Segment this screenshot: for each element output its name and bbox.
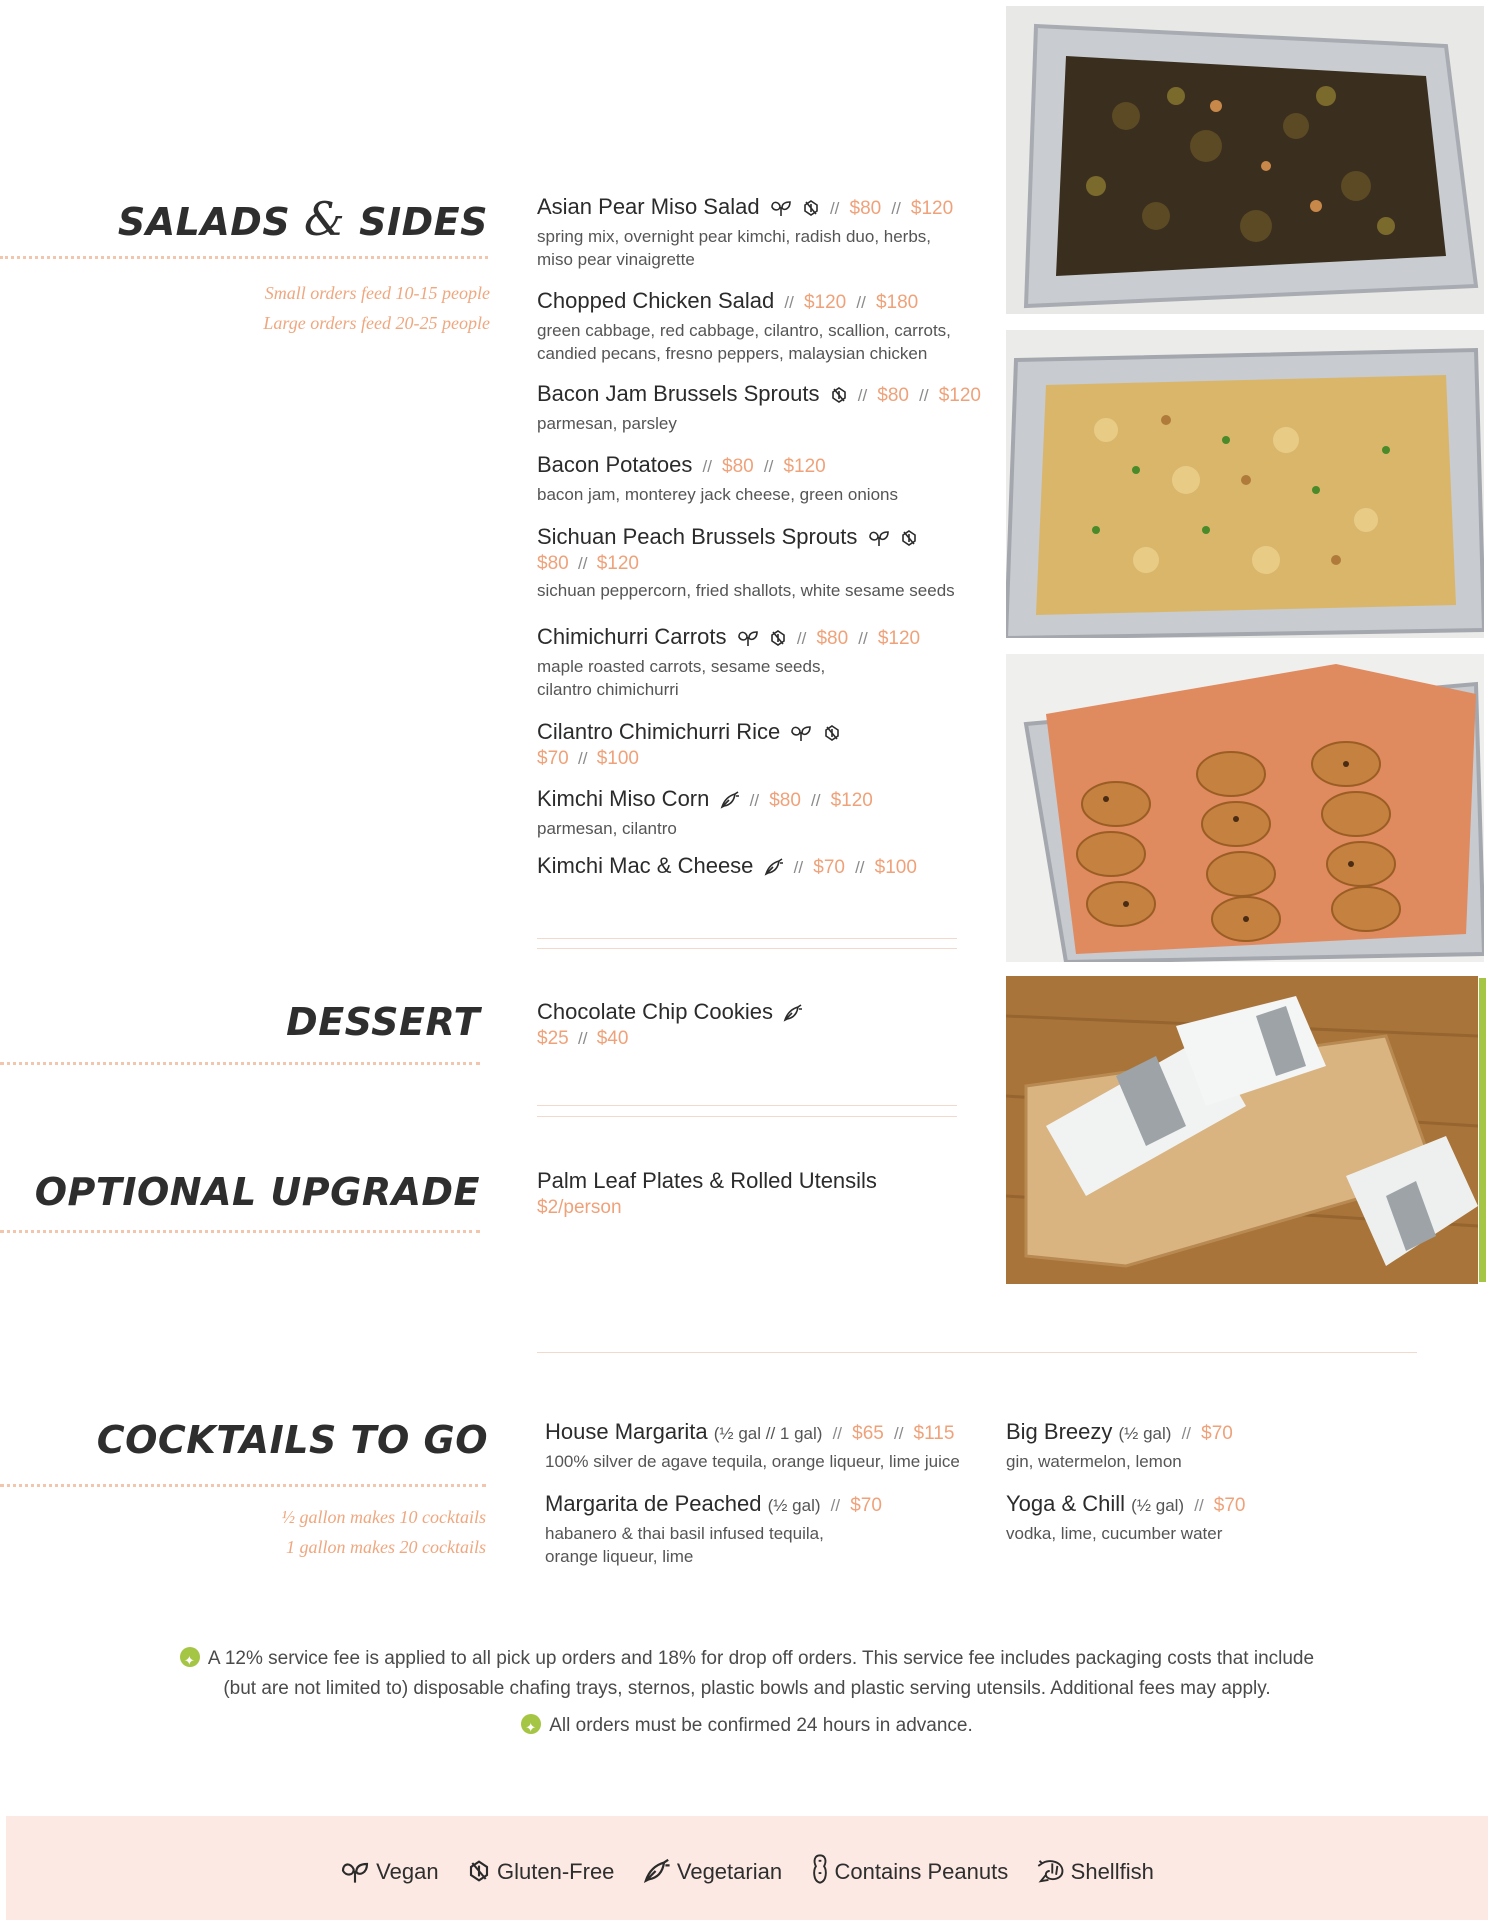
- vegan-icon: [737, 629, 759, 647]
- large-price: $40: [596, 1028, 629, 1049]
- large-price: $180: [875, 292, 919, 313]
- legend-label: Shellfish: [1070, 1859, 1154, 1884]
- item-name-line: [1006, 1418, 1426, 1448]
- item-name-line: [537, 623, 997, 653]
- price-separator: //: [749, 791, 760, 810]
- legend-shellfish: [1037, 1858, 1154, 1885]
- legend-vegan: [340, 1859, 438, 1885]
- price-separator: //: [796, 629, 807, 648]
- item-price-line: [537, 1195, 977, 1221]
- price-separator: //: [891, 199, 901, 218]
- item-name: Bacon Jam Brussels Sprouts: [537, 381, 820, 406]
- item-name-line: [545, 1418, 995, 1448]
- item-name: Chimichurri Carrots: [537, 624, 727, 649]
- price-separator: //: [857, 386, 868, 405]
- desc-line: maple roasted carrots, sesame seeds,: [537, 657, 826, 676]
- dessert-section-title: DESSERT: [286, 1000, 480, 1044]
- item-description: [545, 1450, 995, 1473]
- legend-label: Gluten-Free: [497, 1859, 615, 1884]
- cocktails-serving-note: [0, 1502, 486, 1562]
- half-gallon-price: $65: [852, 1423, 884, 1444]
- menu-item-bacon-jam-brussels-sprouts: [537, 380, 997, 435]
- item-size: (½ gal): [767, 1496, 821, 1515]
- fee-text-2: (but are not limited to) disposable chafing trays, sternos, plastic bowls and plastic serving utensils. Additional fees may apply.: [223, 1678, 1271, 1699]
- per-person-price: $2/person: [537, 1197, 622, 1218]
- desc-line: gin, watermelon, lemon: [1006, 1452, 1182, 1471]
- ampersand: &: [303, 192, 346, 246]
- vegetarian-icon: [783, 1004, 803, 1022]
- peanut-icon: [811, 1854, 829, 1884]
- item-description: [537, 483, 997, 506]
- vegan-icon: [868, 529, 890, 547]
- desc-line: 100% silver de agave tequila, orange liqueur, lime juice: [545, 1452, 960, 1471]
- gluten-free-icon: [802, 199, 820, 217]
- item-description: [537, 225, 997, 271]
- legend-label: Vegan: [376, 1859, 439, 1884]
- sides-title-word: SIDES: [359, 200, 488, 244]
- fee-line-1: [0, 1644, 1494, 1674]
- price-separator: //: [919, 386, 929, 405]
- chocolate-chip-cookies-tray-photo: [1006, 654, 1484, 962]
- price-separator: //: [858, 629, 868, 648]
- menu-item-asian-pear-miso-salad: [537, 193, 997, 271]
- small-price: $25: [537, 1028, 569, 1049]
- salads-section-title: [0, 192, 488, 246]
- price-separator: //: [784, 293, 794, 312]
- gluten-free-icon: [900, 529, 918, 547]
- item-price-line: [537, 551, 997, 577]
- vegan-icon: [340, 1860, 370, 1884]
- desc-line: sichuan peppercorn, fried shallots, white sesame seeds: [537, 581, 955, 600]
- item-name: Kimchi Mac & Cheese: [537, 853, 754, 878]
- item-name: House Margarita: [545, 1419, 708, 1444]
- section-divider: [537, 938, 957, 939]
- item-name-line: [537, 193, 997, 223]
- cocktail-big-breezy: [1006, 1418, 1426, 1473]
- price-separator: //: [811, 791, 821, 810]
- item-name: Bacon Potatoes: [537, 452, 693, 477]
- small-price: $80: [537, 553, 569, 574]
- legend-vegetarian: [643, 1858, 782, 1885]
- small-order-note: Small orders feed 10-15 people: [264, 283, 490, 303]
- vegetarian-icon: [720, 791, 740, 809]
- star-bullet-icon: [521, 1714, 541, 1734]
- kimchi-mac-and-cheese-tray-photo: [1006, 330, 1484, 638]
- item-size: (½ gal): [1131, 1496, 1185, 1515]
- large-price: $120: [830, 790, 873, 811]
- desc-line: orange liqueur, lime: [545, 1547, 694, 1566]
- legend-label: Contains Peanuts: [834, 1859, 1009, 1884]
- item-description: [1006, 1522, 1426, 1545]
- item-description: [1006, 1450, 1426, 1473]
- menu-item-bacon-potatoes: [537, 451, 997, 506]
- dietary-legend: [6, 1854, 1488, 1885]
- price-separator: //: [1181, 1424, 1192, 1443]
- confirm-text: All orders must be confirmed 24 hours in advance.: [549, 1715, 973, 1736]
- price-separator: //: [702, 457, 712, 476]
- item-name: Chopped Chicken Salad: [537, 288, 775, 313]
- price-separator: //: [793, 858, 804, 877]
- item-name: Cilantro Chimichurri Rice: [537, 719, 781, 744]
- gluten-free-icon: [823, 724, 841, 742]
- small-price: $70: [813, 857, 845, 878]
- cocktail-yoga-and-chill: [1006, 1490, 1426, 1545]
- full-gallon-note: 1 gallon makes 20 cocktails: [286, 1537, 486, 1557]
- fee-text-1: A 12% service fee is applied to all pick up orders and 18% for drop off orders. This service fee includes packaging costs that include: [207, 1648, 1315, 1669]
- small-price: $80: [722, 456, 754, 477]
- item-description: [537, 817, 997, 840]
- section-divider: [537, 1352, 1417, 1353]
- menu-item-kimchi-mac-and-cheese: [537, 852, 997, 882]
- dietary-legend-footer: [6, 1816, 1488, 1920]
- item-name: Sichuan Peach Brussels Sprouts: [537, 524, 858, 549]
- small-price: $80: [769, 790, 801, 811]
- large-price: $100: [596, 748, 639, 769]
- large-price: $120: [938, 385, 981, 406]
- price-separator: //: [855, 858, 865, 877]
- desc-line: green cabbage, red cabbage, cilantro, scallion, carrots,: [537, 321, 951, 340]
- price-separator: //: [577, 749, 588, 768]
- menu-item-palm-leaf-plates: [537, 1167, 977, 1221]
- item-name: Margarita de Peached: [545, 1491, 762, 1516]
- item-name-line: [537, 785, 997, 815]
- item-name-line: [537, 451, 997, 481]
- desc-line: candied pecans, fresno peppers, malaysian chicken: [537, 344, 928, 363]
- half-gallon-price: $70: [1213, 1495, 1246, 1516]
- small-price: $80: [877, 385, 909, 406]
- price-separator: //: [763, 457, 774, 476]
- item-size: (½ gal // 1 gal): [713, 1424, 823, 1443]
- advance-confirmation-note: [0, 1711, 1494, 1741]
- service-fee-note: [0, 1644, 1494, 1704]
- item-name-line: [537, 998, 977, 1026]
- large-price: $120: [783, 456, 826, 477]
- small-price: $120: [803, 292, 847, 313]
- section-divider: [537, 948, 957, 949]
- price-separator: //: [893, 1424, 904, 1443]
- cocktail-margarita-de-peached: [545, 1490, 995, 1568]
- item-description: [537, 655, 997, 701]
- half-gallon-note: ½ gallon makes 10 cocktails: [281, 1507, 486, 1527]
- large-price: $120: [596, 553, 639, 574]
- menu-item-chimichurri-carrots: [537, 623, 997, 701]
- vegetarian-icon: [764, 858, 784, 876]
- price-separator: //: [577, 554, 588, 573]
- large-price: $120: [910, 198, 954, 219]
- legend-gluten-free: [467, 1858, 614, 1885]
- price-separator: //: [1194, 1496, 1204, 1515]
- item-description: [537, 579, 997, 602]
- half-gallon-price: $70: [1201, 1423, 1233, 1444]
- item-name-line: [537, 380, 997, 410]
- large-order-note: Large orders feed 20-25 people: [263, 313, 490, 333]
- item-name-line: [537, 287, 997, 317]
- salads-title-word: SALADS: [117, 200, 291, 244]
- small-price: $80: [816, 628, 849, 649]
- price-separator: //: [577, 1029, 588, 1048]
- gluten-free-icon: [467, 1858, 491, 1884]
- gluten-free-icon: [830, 386, 848, 404]
- desc-line: habanero & thai basil infused tequila,: [545, 1524, 824, 1543]
- salads-serving-note: [0, 278, 490, 338]
- star-bullet-icon: [180, 1647, 200, 1667]
- item-price-line: [537, 1026, 977, 1052]
- desc-line: spring mix, overnight pear kimchi, radish duo, herbs,: [537, 227, 932, 246]
- menu-item-sichuan-peach-brussels-sprouts: [537, 523, 997, 602]
- price-separator: //: [856, 293, 866, 312]
- item-size: (½ gal): [1118, 1424, 1172, 1443]
- desc-line: parmesan, cilantro: [537, 819, 677, 838]
- item-price-line: [537, 746, 997, 772]
- large-price: $120: [877, 628, 921, 649]
- item-name: Yoga & Chill: [1006, 1491, 1126, 1516]
- item-name: Asian Pear Miso Salad: [537, 194, 760, 219]
- small-price: $70: [537, 748, 569, 769]
- cocktail-house-margarita: [545, 1418, 995, 1473]
- legend-contains-peanuts: [811, 1854, 1009, 1885]
- section-divider: [537, 1116, 957, 1117]
- optional-upgrade-section-title: OPTIONAL UPGRADE: [34, 1170, 480, 1214]
- vegan-icon: [770, 199, 792, 217]
- dessert-dotted-divider: [0, 1062, 480, 1065]
- half-gallon-price: $70: [850, 1495, 882, 1516]
- item-name-line: [537, 852, 997, 882]
- menu-item-cilantro-chimichurri-rice: [537, 718, 997, 772]
- menu-item-chocolate-chip-cookies: [537, 998, 977, 1052]
- menu-item-kimchi-miso-corn: [537, 785, 997, 840]
- desc-line: bacon jam, monterey jack cheese, green onions: [537, 485, 898, 504]
- upgrade-dotted-divider: [0, 1230, 480, 1233]
- shellfish-icon: [1037, 1858, 1065, 1884]
- item-name: Kimchi Miso Corn: [537, 786, 710, 811]
- price-separator: //: [832, 1424, 843, 1443]
- item-description: [545, 1522, 995, 1568]
- menu-item-chopped-chicken-salad: [537, 287, 997, 365]
- small-price: $80: [849, 198, 882, 219]
- cocktails-dotted-divider: [0, 1484, 486, 1487]
- item-name: Chocolate Chip Cookies: [537, 999, 774, 1024]
- item-name-line: [537, 523, 997, 551]
- palm-leaf-plates-utensils-photo: [1006, 976, 1478, 1284]
- price-separator: //: [829, 199, 840, 218]
- item-name-line: [1006, 1490, 1426, 1520]
- desc-line: miso pear vinaigrette: [537, 250, 695, 269]
- salads-dotted-divider: [0, 256, 488, 259]
- vegan-icon: [790, 724, 812, 742]
- gluten-free-icon: [769, 629, 787, 647]
- item-name: Big Breezy: [1006, 1419, 1113, 1444]
- legend-label: Vegetarian: [676, 1859, 783, 1884]
- large-price: $100: [874, 857, 917, 878]
- item-description: [537, 412, 997, 435]
- section-divider: [537, 1105, 957, 1106]
- gallon-price: $115: [913, 1423, 955, 1444]
- desc-line: cilantro chimichurri: [537, 680, 679, 699]
- item-description: [537, 319, 997, 365]
- brussels-sprouts-tray-photo: [1006, 6, 1484, 314]
- vegetarian-icon: [643, 1858, 671, 1884]
- item-name-line: [537, 718, 997, 746]
- desc-line: vodka, lime, cucumber water: [1006, 1524, 1223, 1543]
- item-name: Palm Leaf Plates & Rolled Utensils: [537, 1168, 877, 1193]
- item-name-line: [545, 1490, 995, 1520]
- desc-line: parmesan, parsley: [537, 414, 677, 433]
- cocktails-section-title: COCKTAILS TO GO: [96, 1418, 488, 1462]
- price-separator: //: [830, 1496, 841, 1515]
- green-accent-bar: [1479, 978, 1486, 1282]
